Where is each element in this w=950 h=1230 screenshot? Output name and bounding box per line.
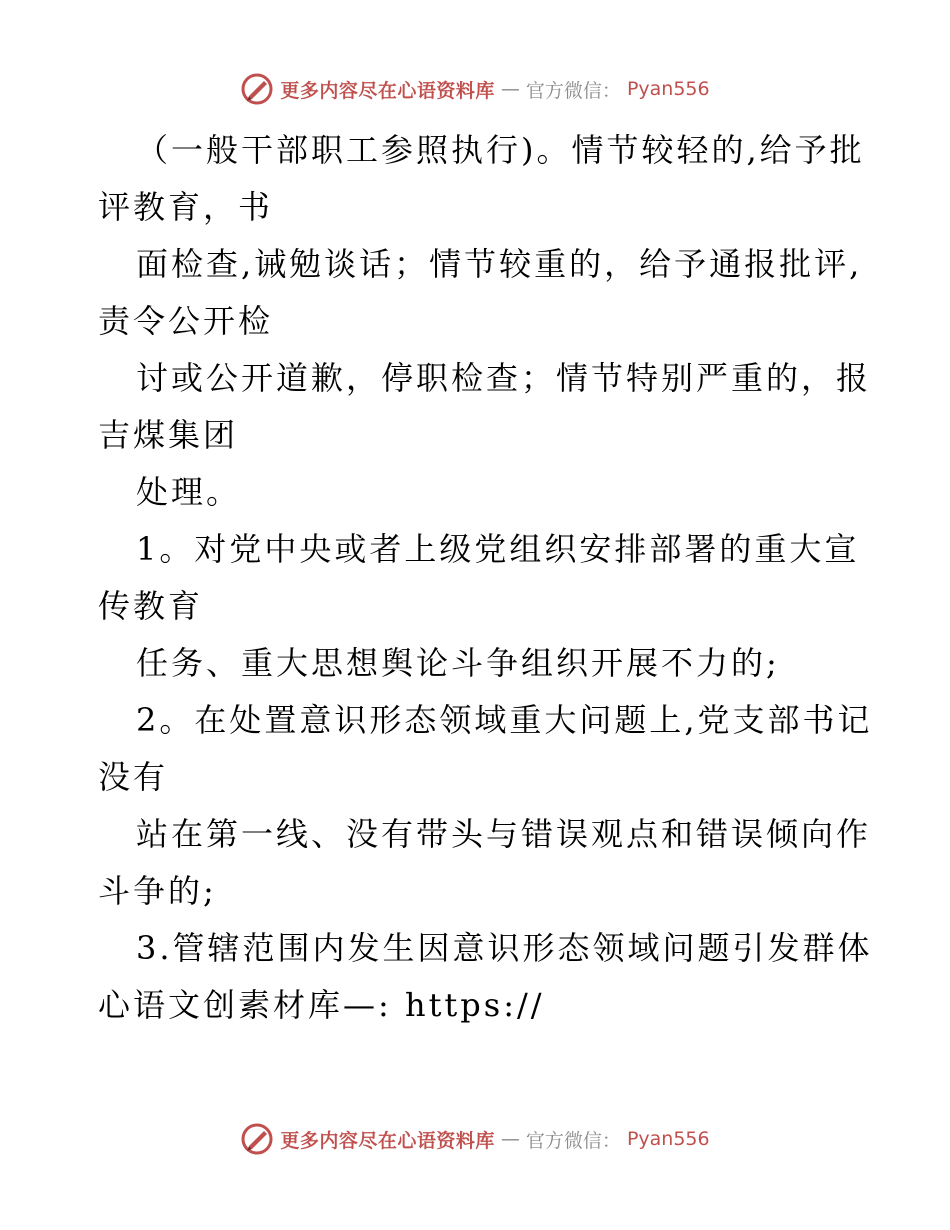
pen-logo-icon: [240, 72, 274, 106]
text-line: 没有: [98, 758, 169, 796]
text-line: 面检查,诫勉谈话；情节较重的，给予通报批评,: [136, 245, 863, 283]
text-line: 心语文创素材库—: https://: [98, 986, 545, 1024]
watermark-separator: —: [500, 1128, 520, 1150]
text-line: 评教育，书: [98, 188, 274, 226]
watermark-wechat-label: 官方微信：: [525, 79, 621, 102]
text-line: 3.管辖范围内发生因意识形态领域问题引发群体: [136, 929, 873, 967]
text-line: 处理。: [136, 473, 242, 511]
watermark-wechat-id: Pyan556: [626, 1128, 710, 1150]
text-line: 站在第一线、没有带头与错误观点和错误倾向作: [136, 815, 872, 853]
watermark-separator: —: [500, 78, 520, 100]
text-line: 斗争的;: [98, 872, 217, 910]
text-line: 讨或公开道歉，停职检查；情节特别严重的，报: [136, 359, 872, 397]
text-line: 2。在处置意识形态领域重大问题上,党支部书记: [136, 701, 873, 739]
text-line: 传教育: [98, 587, 204, 625]
watermark-text: 更多内容尽在心语资料库: [280, 1129, 495, 1152]
text-line: 责令公开检: [98, 302, 274, 340]
pen-logo-icon: [240, 1122, 274, 1156]
watermark-wechat-label: 官方微信：: [525, 1129, 621, 1152]
text-line: 任务、重大思想舆论斗争组织开展不力的;: [136, 644, 780, 682]
header-watermark: [0, 72, 950, 106]
watermark-text: 更多内容尽在心语资料库: [280, 79, 495, 102]
text-line: （一般干部职工参照执行)。情节较轻的,给予批: [136, 131, 865, 169]
text-line: 1。对党中央或者上级党组织安排部署的重大宣: [136, 530, 860, 568]
document-body: [98, 122, 873, 1034]
watermark-wechat-id: Pyan556: [626, 78, 710, 100]
footer-watermark: [0, 1122, 950, 1156]
text-line: 吉煤集团: [98, 416, 239, 454]
